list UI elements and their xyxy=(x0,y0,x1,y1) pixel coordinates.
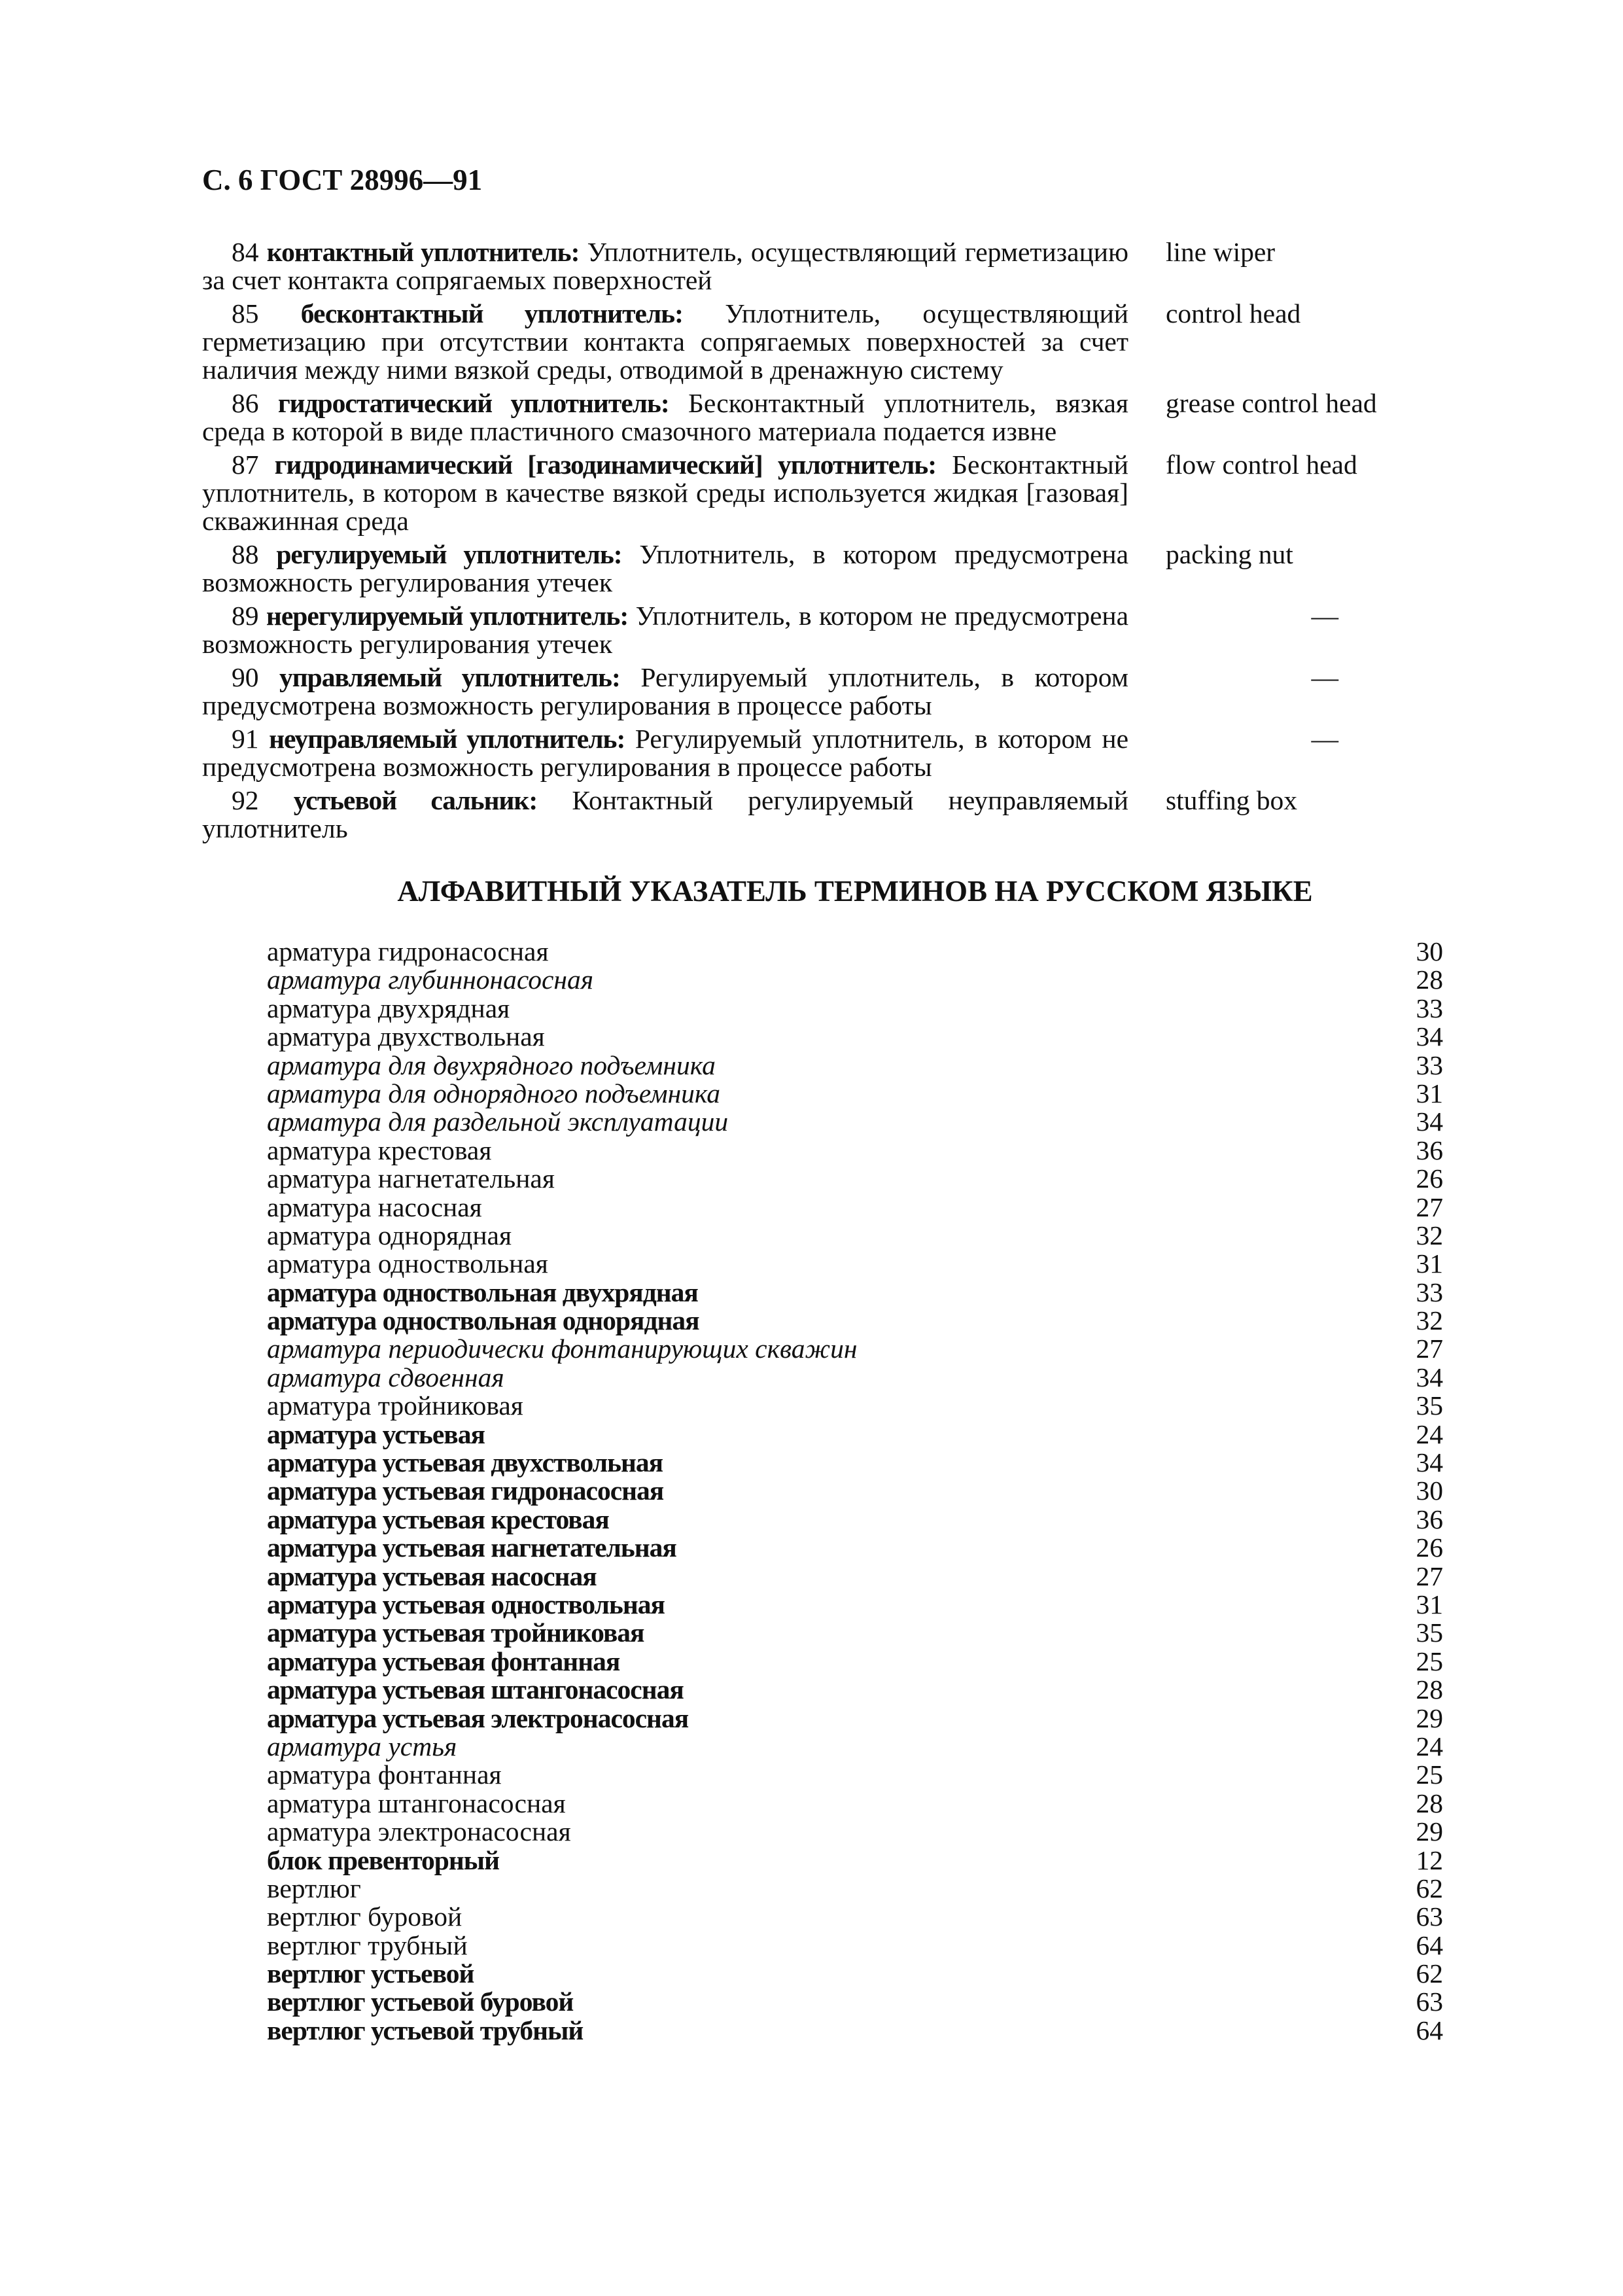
entry-english-term: — xyxy=(1311,662,1338,692)
index-term: вертлюг устьевой трубный xyxy=(267,2015,584,2045)
index-term: арматура устьевая нагнетательная xyxy=(267,1532,676,1563)
index-term: арматура сдвоенная xyxy=(267,1362,504,1392)
index-number: 12 xyxy=(1416,1845,1443,1875)
index-row xyxy=(267,1137,1443,1165)
index-row xyxy=(267,1761,1443,1789)
index-row xyxy=(267,1932,1443,1960)
entry-definition: Бесконтактный уплотнитель, в котором в качестве вязкой среды используется жидкая [газовая] скважинная среда xyxy=(202,450,1128,536)
entry-number: 92 xyxy=(232,785,259,815)
index-number: 32 xyxy=(1416,1305,1443,1336)
entry-term: устьевой сальник: xyxy=(293,785,538,815)
index-row xyxy=(267,966,1443,994)
index-term: арматура одноствольная однорядная xyxy=(267,1305,699,1336)
index-number: 28 xyxy=(1416,1788,1443,1818)
index-row xyxy=(267,1165,1443,1193)
index-number: 33 xyxy=(1416,1050,1443,1080)
term-entry xyxy=(202,602,1443,658)
term-entries xyxy=(202,238,1443,843)
index-number: 34 xyxy=(1416,1447,1443,1478)
index-term: вертлюг устьевой xyxy=(267,1958,474,1989)
entry-definition: Уплотнитель, в котором предусмотрена возможность регулирования утечек xyxy=(202,539,1128,597)
index-term: арматура устьевая одноствольная xyxy=(267,1589,665,1619)
index-number: 64 xyxy=(1416,1930,1443,1960)
index-row xyxy=(267,1506,1443,1534)
entry-term: управляемый уплотнитель: xyxy=(279,662,620,692)
entry-term: регулируемый уплотнитель: xyxy=(276,539,622,569)
index-term: арматура одноствольная двухрядная xyxy=(267,1277,698,1307)
index-number: 27 xyxy=(1416,1561,1443,1591)
index-row xyxy=(267,1790,1443,1818)
index-row xyxy=(267,1023,1443,1051)
index-term: арматура двухствольная xyxy=(267,1021,545,1052)
index-row xyxy=(267,1676,1443,1704)
index-term: арматура для однорядного подъемника xyxy=(267,1078,721,1108)
entry-term: контактный уплотнитель: xyxy=(266,237,580,267)
index-row xyxy=(267,1534,1443,1562)
index-row xyxy=(267,1364,1443,1392)
entry-term: нерегулируемый уплотнитель: xyxy=(266,601,629,631)
term-entry xyxy=(202,389,1443,446)
index-number: 63 xyxy=(1416,1987,1443,2017)
entry-english-term: — xyxy=(1311,601,1338,631)
entry-text xyxy=(202,786,1128,843)
page-header: С. 6 ГОСТ 28996—91 xyxy=(202,164,483,196)
entry-english-term: packing nut xyxy=(1166,539,1293,569)
entry-english-term: flow control head xyxy=(1166,450,1357,480)
index-term: арматура фонтанная xyxy=(267,1759,502,1790)
entry-definition: Регулируемый уплотнитель, в котором не предусмотрена возможность регулирования в процессе работы xyxy=(202,724,1128,782)
entry-term: неуправляемый уплотнитель: xyxy=(269,724,625,754)
entry-number: 86 xyxy=(232,388,259,418)
index-row xyxy=(267,1449,1443,1477)
entry-english-term: stuffing box xyxy=(1166,785,1297,815)
entry-number: 87 xyxy=(232,450,259,480)
entry-text xyxy=(202,663,1128,720)
entry-definition: Уплотнитель, в котором не предусмотрена возможность регулирования утечек xyxy=(202,601,1129,659)
index-term: вертлюг трубный xyxy=(267,1930,468,1960)
index-number: 34 xyxy=(1416,1362,1443,1392)
index-number: 35 xyxy=(1416,1390,1443,1421)
term-entry xyxy=(202,786,1443,843)
index-row xyxy=(267,1875,1443,1903)
index-term: вертлюг xyxy=(267,1873,361,1903)
entry-english-term: — xyxy=(1311,724,1338,754)
index-row xyxy=(267,1307,1443,1335)
entry-text xyxy=(202,602,1128,658)
index-row xyxy=(267,1335,1443,1363)
alphabetical-index xyxy=(267,938,1443,2045)
index-number: 24 xyxy=(1416,1731,1443,1761)
index-row xyxy=(267,2017,1443,2045)
index-number: 64 xyxy=(1416,2015,1443,2045)
document-body xyxy=(202,238,1443,2045)
entry-definition: Уплотнитель, осуществляющий герметизацию за счет контакта сопрягаемых поверхностей xyxy=(202,237,1128,295)
index-number: 32 xyxy=(1416,1220,1443,1250)
index-row xyxy=(267,1903,1443,1931)
index-row xyxy=(267,1591,1443,1619)
entry-term: гидростатический уплотнитель: xyxy=(277,388,669,418)
index-term: арматура для двухрядного подъемника xyxy=(267,1050,716,1080)
index-term: арматура гидронасосная xyxy=(267,936,549,966)
index-term: арматура тройниковая xyxy=(267,1390,523,1421)
index-term: арматура устьевая штангонасосная xyxy=(267,1674,684,1705)
index-row xyxy=(267,1193,1443,1222)
index-row xyxy=(267,1648,1443,1676)
index-row xyxy=(267,1080,1443,1108)
index-number: 31 xyxy=(1416,1589,1443,1619)
index-row xyxy=(267,995,1443,1023)
index-row xyxy=(267,1563,1443,1591)
entry-definition: Регулируемый уплотнитель, в котором предусмотрена возможность регулирования в процессе работы xyxy=(202,662,1129,720)
entry-number: 88 xyxy=(232,539,259,569)
index-number: 33 xyxy=(1416,993,1443,1023)
index-term: арматура устьевая xyxy=(267,1419,485,1449)
index-number: 34 xyxy=(1416,1021,1443,1052)
index-number: 26 xyxy=(1416,1163,1443,1194)
index-row xyxy=(267,1051,1443,1080)
index-number: 31 xyxy=(1416,1078,1443,1108)
entry-term: гидродинамический [газодинамический] уплотнитель: xyxy=(274,450,937,480)
index-number: 29 xyxy=(1416,1816,1443,1847)
index-term: арматура устьевая насосная xyxy=(267,1561,597,1591)
entry-number: 84 xyxy=(232,237,259,267)
index-term: арматура нагнетательная xyxy=(267,1163,555,1194)
entry-definition: Бесконтактный уплотнитель, вязкая среда в которой в виде пластичного смазочного материала подается извне xyxy=(202,388,1129,446)
index-term: вертлюг буровой xyxy=(267,1901,462,1932)
entry-english-term: control head xyxy=(1166,298,1301,328)
entry-text xyxy=(202,300,1128,384)
index-number: 27 xyxy=(1416,1333,1443,1364)
index-number: 29 xyxy=(1416,1703,1443,1733)
index-number: 63 xyxy=(1416,1901,1443,1932)
index-term: арматура крестовая xyxy=(267,1135,492,1165)
index-row xyxy=(267,1279,1443,1307)
index-number: 62 xyxy=(1416,1958,1443,1989)
index-term: арматура электронасосная xyxy=(267,1816,571,1847)
entry-english-term: line wiper xyxy=(1166,237,1276,267)
index-number: 34 xyxy=(1416,1106,1443,1137)
index-term: арматура для раздельной эксплуатации xyxy=(267,1106,729,1137)
index-term: арматура устьевая гидронасосная xyxy=(267,1475,664,1506)
index-number: 30 xyxy=(1416,1475,1443,1506)
entry-number: 89 xyxy=(232,601,259,631)
index-row xyxy=(267,1222,1443,1250)
entry-english-term: grease control head xyxy=(1166,388,1377,418)
index-row xyxy=(267,1818,1443,1846)
index-term: вертлюг устьевой буровой xyxy=(267,1987,574,2017)
index-row xyxy=(267,1704,1443,1733)
index-row xyxy=(267,938,1443,966)
entry-number: 85 xyxy=(232,298,259,328)
index-number: 62 xyxy=(1416,1873,1443,1903)
index-term: арматура устьевая фонтанная xyxy=(267,1646,620,1676)
term-entry xyxy=(202,238,1443,294)
index-term: арматура однорядная xyxy=(267,1220,512,1250)
entry-definition: Контактный регулируемый неуправляемый уплотнитель xyxy=(202,785,1128,843)
entry-term: бесконтактный уплотнитель: xyxy=(300,298,683,328)
index-term: арматура глубиннонасосная xyxy=(267,964,594,995)
index-number: 33 xyxy=(1416,1277,1443,1307)
entry-number: 91 xyxy=(232,724,259,754)
term-entry xyxy=(202,451,1443,535)
index-term: арматура устьевая двухствольная xyxy=(267,1447,663,1478)
index-number: 24 xyxy=(1416,1419,1443,1449)
index-number: 25 xyxy=(1416,1646,1443,1676)
index-term: блок превенторный xyxy=(267,1845,500,1875)
entry-text xyxy=(202,451,1128,535)
index-row xyxy=(267,1846,1443,1875)
term-entry xyxy=(202,725,1443,781)
entry-text xyxy=(202,389,1128,446)
entry-text xyxy=(202,540,1128,597)
index-number: 28 xyxy=(1416,1674,1443,1705)
entry-number: 90 xyxy=(232,662,259,692)
index-number: 36 xyxy=(1416,1504,1443,1534)
term-entry xyxy=(202,663,1443,720)
entry-text xyxy=(202,725,1128,781)
entry-text xyxy=(202,238,1128,294)
index-term: арматура двухрядная xyxy=(267,993,510,1023)
index-term: арматура штангонасосная xyxy=(267,1788,566,1818)
index-term: арматура одноствольная xyxy=(267,1248,548,1279)
index-row xyxy=(267,1477,1443,1505)
entry-definition: Уплотнитель, осуществляющий герметизацию при отсутствии контакта сопрягаемых поверхностей за счет наличия между ними вязкой среды, отводимой в дренажную систему xyxy=(202,298,1128,385)
index-term: арматура периодически фонтанирующих скважин xyxy=(267,1333,858,1364)
index-term: арматура насосная xyxy=(267,1192,482,1222)
index-number: 25 xyxy=(1416,1759,1443,1790)
index-number: 36 xyxy=(1416,1135,1443,1165)
index-number: 27 xyxy=(1416,1192,1443,1222)
index-number: 35 xyxy=(1416,1617,1443,1648)
index-term: арматура устьевая тройниковая xyxy=(267,1617,644,1648)
index-number: 31 xyxy=(1416,1248,1443,1279)
index-term: арматура устья xyxy=(267,1731,457,1761)
index-term: арматура устьевая крестовая xyxy=(267,1504,609,1534)
index-row xyxy=(267,1392,1443,1420)
index-number: 26 xyxy=(1416,1532,1443,1563)
index-row xyxy=(267,1733,1443,1761)
index-row xyxy=(267,1250,1443,1278)
index-number: 30 xyxy=(1416,936,1443,966)
index-row xyxy=(267,1988,1443,2016)
index-term: арматура устьевая электронасосная xyxy=(267,1703,689,1733)
index-row xyxy=(267,1108,1443,1136)
index-number: 28 xyxy=(1416,964,1443,995)
index-title: АЛФАВИТНЫЙ УКАЗАТЕЛЬ ТЕРМИНОВ НА РУССКОМ ЯЗЫКЕ xyxy=(397,875,1313,908)
index-row xyxy=(267,1960,1443,1988)
index-row xyxy=(267,1619,1443,1647)
term-entry xyxy=(202,300,1443,384)
term-entry xyxy=(202,540,1443,597)
index-row xyxy=(267,1421,1443,1449)
